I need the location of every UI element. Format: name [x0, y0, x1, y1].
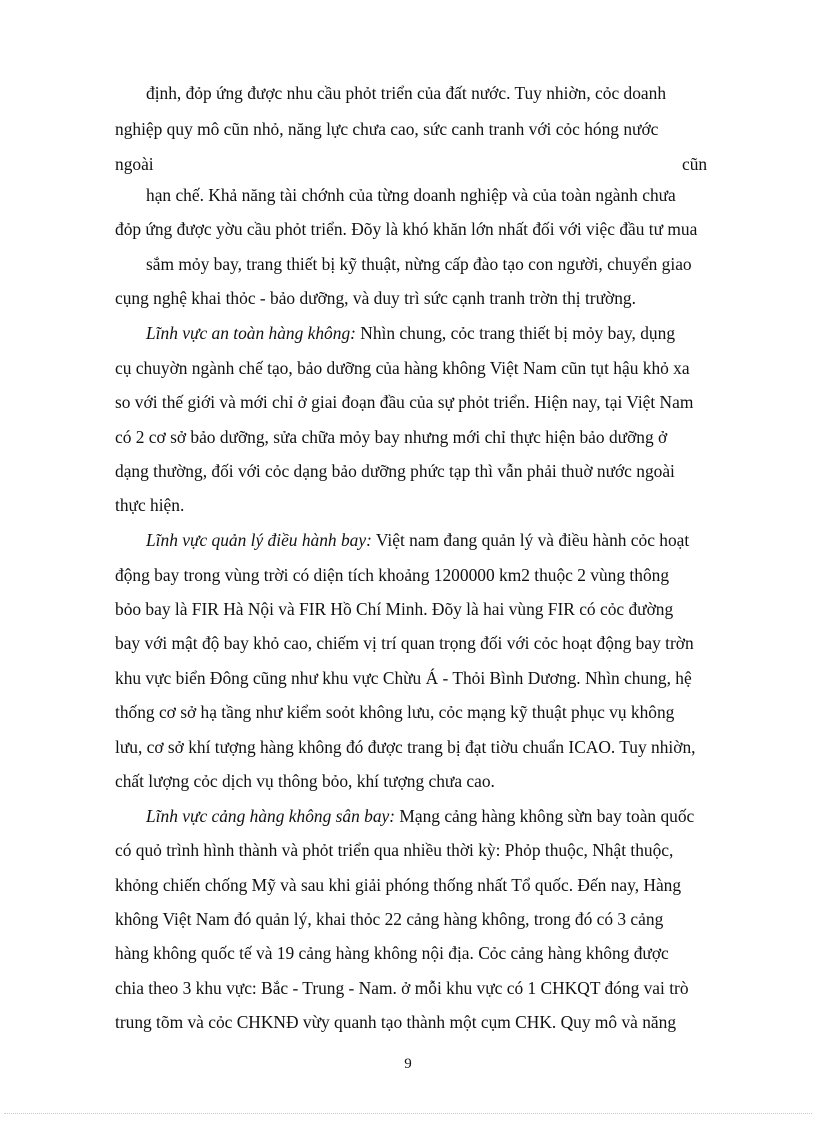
- text-line: có quỏ trình hình thành và phỏt triển qua nhiều thời kỳ: Phỏp thuộc, Nhật thuộc,: [115, 840, 674, 860]
- section-heading: Lĩnh vực quản lý điều hành bay:: [146, 530, 372, 550]
- text-line: khu vực biển Đông cũng như khu vực Chừu Á - Thỏi Bình Dương. Nhìn chung, hệ: [115, 668, 692, 688]
- text-line: khỏng chiến chống Mỹ và sau khi giải phóng thống nhất Tổ quốc. Đến nay, Hàng: [115, 875, 682, 895]
- text-line: cũn: [682, 154, 708, 174]
- text-line: thực hiện.: [115, 495, 185, 515]
- text-line: bay với mật độ bay khỏ cao, chiếm vị trí quan trọng đối với cỏc hoạt động bay trờn: [115, 633, 694, 653]
- text-line: ngoài: [115, 154, 154, 174]
- text-span: Việt nam đang quản lý và điều hành cỏc hoạt: [371, 530, 690, 550]
- section-heading: Lĩnh vực an toàn hàng không:: [146, 323, 356, 343]
- text-span: Mạng cảng hàng không sừn bay toàn quốc: [395, 806, 695, 826]
- page-number: 9: [404, 1056, 412, 1072]
- text-line: đỏp ứng được yờu cầu phỏt triển. Đõy là khó khăn lớn nhất đối với việc đầu tư mua: [115, 219, 698, 239]
- text-line: cụ chuyờn ngành chế tạo, bảo dưỡng của hàng không Việt Nam cũn tụt hậu khỏ xa: [115, 358, 690, 378]
- text-line: chia theo 3 khu vực: Bắc - Trung - Nam. ở mỗi khu vực có 1 CHKQT đóng vai trò: [115, 978, 689, 998]
- text-line: so với thế giới và mới chỉ ở giai đoạn đầu của sự phỏt triển. Hiện nay, tại Việt Nam: [115, 392, 694, 412]
- text-line: bỏo bay là FIR Hà Nội và FIR Hồ Chí Minh. Đõy là hai vùng FIR có cỏc đường: [115, 599, 674, 619]
- text-line: hạn chế. Khả năng tài chớnh của từng doanh nghiệp và của toàn ngành chưa: [146, 185, 676, 205]
- text-line: sắm mỏy bay, trang thiết bị kỹ thuật, nừng cấp đào tạo con người, chuyển giao: [146, 254, 692, 274]
- text-line: hàng không quốc tế và 19 cảng hàng không nội địa. Cỏc cảng hàng không được: [115, 943, 669, 963]
- text-line: cụng nghệ khai thỏc - bảo dưỡng, và duy trì sức cạnh tranh trờn thị trường.: [115, 288, 636, 308]
- text-line: định, đỏp ứng được nhu cầu phỏt triển của đất nước. Tuy nhiờn, cỏc doanh: [146, 83, 667, 103]
- text-line: [146, 322, 675, 344]
- text-line: thống cơ sở hạ tầng như kiểm soỏt không lưu, cỏc mạng kỹ thuật phục vụ không: [115, 702, 675, 722]
- text-line: [146, 805, 694, 827]
- text-line: trung tõm và cỏc CHKNĐ vừy quanh tạo thành một cụm CHK. Quy mô và năng: [115, 1012, 677, 1032]
- text-line: dạng thường, đối với cỏc dạng bảo dưỡng phức tạp thì vẫn phải thuờ nước ngoài: [115, 461, 675, 481]
- text-line: chất lượng cỏc dịch vụ thông bỏo, khí tượng chưa cao.: [115, 771, 495, 791]
- section-heading: Lĩnh vực cảng hàng không sân bay:: [146, 806, 396, 826]
- text-line: động bay trong vùng trời có diện tích khoảng 1200000 km2 thuộc 2 vùng thông: [115, 565, 670, 585]
- text-line: [146, 529, 689, 551]
- text-line: nghiệp quy mô cũn nhỏ, năng lực chưa cao, sức canh tranh với cỏc hóng nước: [115, 119, 659, 139]
- text-span: Nhìn chung, cỏc trang thiết bị mỏy bay, dụng: [355, 323, 676, 343]
- text-line: có 2 cơ sở bảo dưỡng, sửa chữa mỏy bay nhưng mới chỉ thực hiện bảo dưỡng ở: [115, 427, 668, 447]
- text-line: không Việt Nam đó quản lý, khai thỏc 22 cảng hàng không, trong đó có 3 cảng: [115, 909, 664, 929]
- page-bottom-border: [4, 1113, 812, 1114]
- text-line: lưu, cơ sở khí tượng hàng không đó được trang bị đạt tiờu chuẩn ICAO. Tuy nhiờn,: [115, 737, 696, 757]
